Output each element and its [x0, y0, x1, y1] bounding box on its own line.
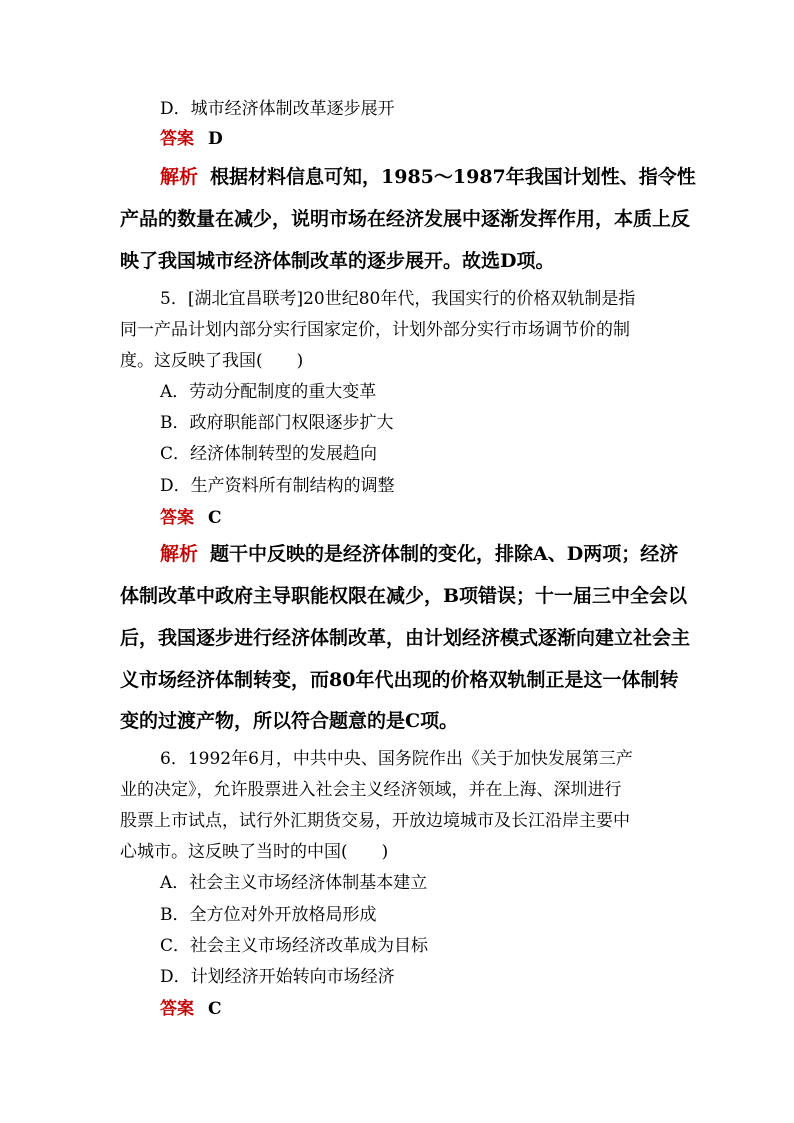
q5-explanation-line-5: 变的过渡产物，所以符合题意的是C项。 — [120, 710, 459, 732]
answer-value: C — [208, 999, 222, 1019]
q5-explanation-line-3: 后，我国逐步进行经济体制改革，由计划经济模式逐渐向建立社会主 — [120, 627, 691, 649]
q4-explanation-line-2: 产品的数量在减少，说明市场在经济发展中逐渐发挥作用，本质上反 — [120, 208, 691, 230]
q6-option-d: D．计划经济开始转向市场经济 — [160, 967, 395, 987]
q4-explanation-line-3: 映了我国城市经济体制改革的逐步展开。故选D项。 — [120, 250, 555, 272]
q5-stem-line-1: 5．[湖北宜昌联考]20世纪80年代，我国实行的价格双轨制是指 — [160, 289, 636, 309]
q6-answer — [160, 998, 222, 1020]
answer-label: 答案 — [160, 999, 194, 1019]
answer-label: 答案 — [160, 508, 194, 528]
q6-stem-line-2: 业的决定》，允许股票进入社会主义经济领域，并在上海、深圳进行 — [120, 780, 622, 800]
q4-explanation-line-1: 解析 根据材料信息可知，1985～1987年我国计划性、指令性 — [160, 166, 696, 188]
q5-stem-line-2: 同一产品计划内部分实行国家定价，计划外部分实行市场调节价的制 — [120, 320, 630, 340]
q5-stem-line-3: 度。这反映了我国( ) — [120, 351, 304, 371]
q6-option-c: C．社会主义市场经济改革成为目标 — [160, 936, 429, 956]
q5-option-d: D．生产资料所有制结构的调整 — [160, 476, 395, 496]
q5-answer — [160, 507, 222, 529]
q5-option-b: B．政府职能部门权限逐步扩大 — [160, 413, 394, 433]
answer-value: C — [208, 508, 222, 528]
q6-stem-line-1: 6．1992年6月，中共中央、国务院作出《关于加快发展第三产 — [160, 749, 633, 769]
q5-option-c: C．经济体制转型的发展趋向 — [160, 444, 378, 464]
q5-explanation-line-4: 义市场经济体制转变，而80年代出现的价格双轨制正是这一体制转 — [120, 669, 679, 691]
q6-stem-line-3: 股票上市试点，试行外汇期货交易，开放边境城市及长江沿岸主要中 — [120, 811, 630, 831]
q5-explanation-line-2: 体制改革中政府主导职能权限在减少，B项错误；十一届三中全会以 — [120, 585, 688, 607]
q5-option-a: A．劳动分配制度的重大变革 — [160, 382, 377, 402]
q6-stem-line-4: 心城市。这反映了当时的中国( ) — [120, 842, 389, 862]
answer-value: D — [208, 129, 223, 149]
explanation-label: 解析 — [160, 166, 199, 188]
q4-option-d: D．城市经济体制改革逐步展开 — [160, 99, 395, 119]
q5-explanation-line-1: 解析 题干中反映的是经济体制的变化，排除A、D两项；经济 — [160, 543, 679, 565]
q6-option-a: A．社会主义市场经济体制基本建立 — [160, 873, 428, 893]
explanation-label: 解析 — [160, 543, 199, 565]
answer-label: 答案 — [160, 129, 194, 149]
q6-option-b: B．全方位对外开放格局形成 — [160, 905, 377, 925]
q4-answer — [160, 128, 223, 150]
